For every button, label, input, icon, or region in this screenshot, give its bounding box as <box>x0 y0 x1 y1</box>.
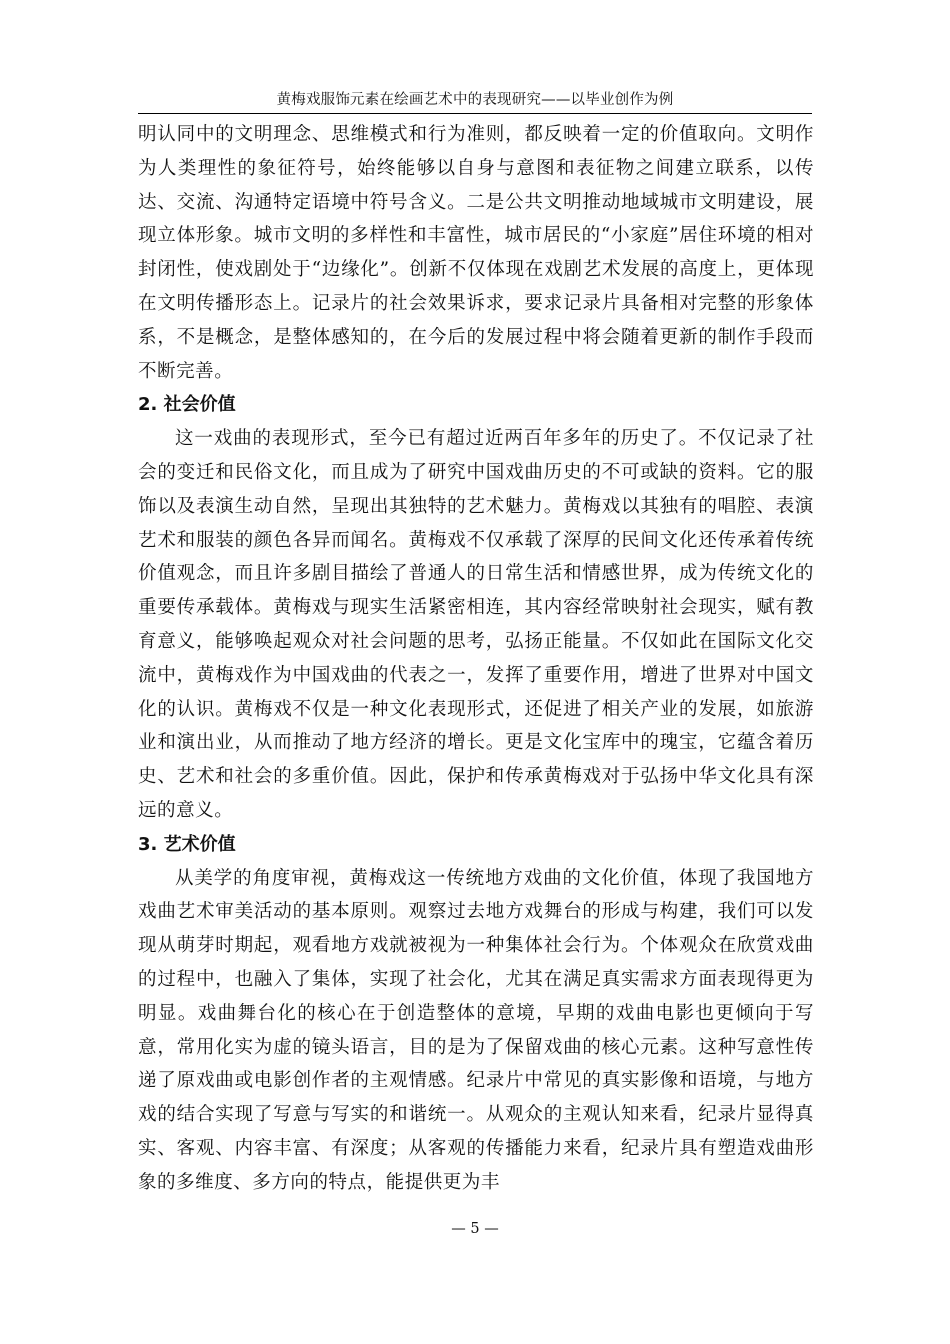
section-heading-social-value: 2. 社会价值 <box>138 394 236 416</box>
page-body <box>138 118 814 1200</box>
artistic-value-paragraph: 从美学的角度审视，黄梅戏这一传统地方戏曲的文化价值，体现了我国地方戏曲艺术审美活动的基本原则。观察过去地方戏舞台的形成与构建，我们可以发现从萌芽时期起，观看地方戏就被视为一种集体社会行为。个体观众在欣赏戏曲的过程中，也融入了集体，实现了社会化，尤其在满足真实需求方面表现得更为明显。戏曲舞台化的核心在于创造整体的意境，早期的戏曲电影也更倾向于写意，常用化实为虚的镜头语言，目的是为了保留戏曲的核心元素。这种写意性传递了原戏曲或电影创作者的主观情感。纪录片中常见的真实影像和语境，与地方戏的结合实现了写意与写实的和谐统一。从观众的主观认知来看，纪录片显得真实、客观、内容丰富、有深度；从客观的传播能力来看，纪录片具有塑造戏曲形象的多维度、多方向的特点，能提供更为丰 <box>138 867 814 1193</box>
running-header <box>138 89 812 114</box>
running-header-title: 黄梅戏服饰元素在绘画艺术中的表现研究——以毕业创作为例 <box>276 92 674 108</box>
section-heading-artistic-value: 3. 艺术价值 <box>138 833 236 855</box>
intro-paragraph: 明认同中的文明理念、思维模式和行为准则，都反映着一定的价值取向。文明作为人类理性的象征符号，始终能够以自身与意图和表征物之间建立联系，以传达、交流、沟通特定语境中符号含义。二是公共文明推动地域城市文明建设，展现立体形象。城市文明的多样性和丰富性，城市居民的“小家庭”居住环境的相对封闭性，使戏剧处于“边缘化”。创新不仅体现在戏剧艺术发展的高度上，更体现在文明传播形态上。记录片的社会效果诉求，要求记录片具备相对完整的形象体系，不是概念，是整体感知的，在今后的发展过程中将会随着更新的制作手段而不断完善。 <box>138 124 814 382</box>
page-number: — 5 — <box>451 1221 499 1237</box>
social-value-paragraph: 这一戏曲的表现形式，至今已有超过近两百年多年的历史了。不仅记录了社会的变迁和民俗文化，而且成为了研究中国戏曲历史的不可或缺的资料。它的服饰以及表演生动自然，呈现出其独特的艺术魅力。黄梅戏以其独有的唱腔、表演艺术和服装的颜色各异而闻名。黄梅戏不仅承载了深厚的民间文化还传承着传统价值观念，而且许多剧目描绘了普通人的日常生活和情感世界，成为传统文化的重要传承载体。黄梅戏与现实生活紧密相连，其内容经常映射社会现实，赋有教育意义，能够唤起观众对社会问题的思考，弘扬正能量。不仅如此在国际文化交流中，黄梅戏作为中国戏曲的代表之一，发挥了重要作用，增进了世界对中国文化的认识。黄梅戏不仅是一种文化表现形式，还促进了相关产业的发展，如旅游业和演出业，从而推动了地方经济的增长。更是文化宝库中的瑰宝，它蕴含着历史、艺术和社会的多重价值。因此，保护和传承黄梅戏对于弘扬中华文化具有深远的意义。 <box>138 428 814 821</box>
